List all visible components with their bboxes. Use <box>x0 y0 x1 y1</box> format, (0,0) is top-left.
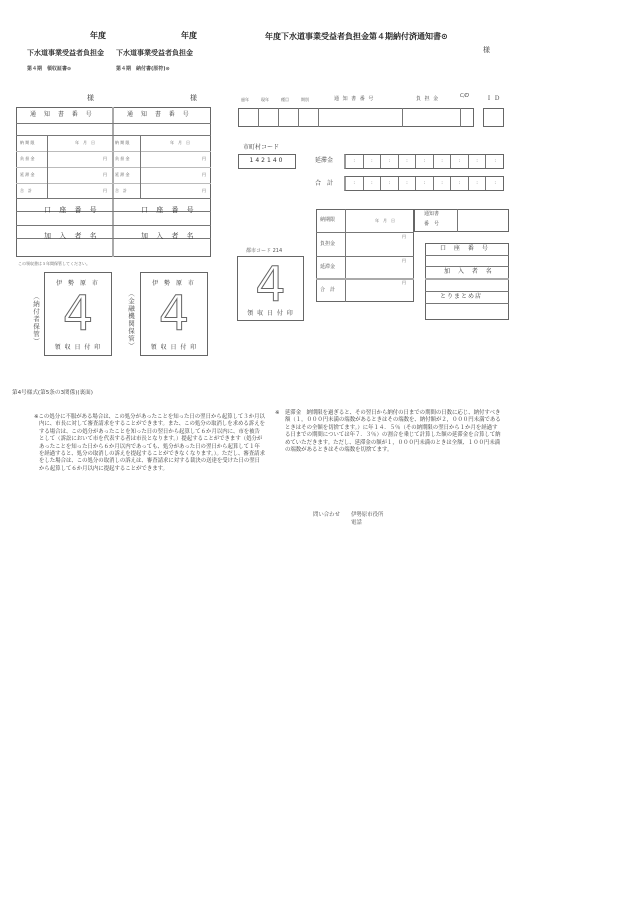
period-4-stamp-icon: 4 <box>158 286 190 342</box>
digit-cell[interactable]: : <box>451 177 469 190</box>
digit-cell[interactable]: : <box>469 177 487 190</box>
receipt-late-fee-label: 延 滞 金 <box>20 172 35 177</box>
id-field[interactable] <box>483 108 504 127</box>
payment-stamp-city: 伊 勢 原 市 <box>152 280 196 287</box>
receipt-total-unit: 円 <box>103 188 107 193</box>
municipality-code-label: 市町村コード <box>243 144 280 151</box>
notice-number-label-1: 通知書 <box>424 211 440 217</box>
late-fee-notice: ※ 延滞金 納期限を過ぎると、その翌日から納付の日までの期間の日数に応じ、納付すべき額（１，０００円未満の端数があるときはその端数を、納付額が２，０００円未満であるときはその全額を切捨てます。）に年１４．５％（その納期限の翌日から１か月を経過する日までの期間については年７．３％）の割合を乗じて計算した額の延滞金を合算して納めていただきます。ただし、延滞金の額が１，０００円未満のときは全額、１００円未満の端数があるときはその端数を切捨てます。 <box>275 410 501 454</box>
payment-due-date-value: 年 月 日 <box>170 140 190 145</box>
detail-charge-unit: 円 <box>402 234 406 239</box>
total-digit-row[interactable] <box>344 176 504 191</box>
payment-notice-number-field[interactable] <box>114 124 210 135</box>
notice-number-field[interactable] <box>458 210 508 231</box>
receipt-late-fee-unit: 円 <box>103 172 107 177</box>
total-digits-label: 合 計 <box>315 180 334 187</box>
payment-stamp-box <box>140 272 208 356</box>
period-circle-icon: ⊙ <box>441 32 448 41</box>
receipt-due-date-label: 納 期 限 <box>20 140 35 145</box>
receipt-side-label: （納付者保管） <box>32 293 40 346</box>
digit-cell[interactable]: : <box>399 155 417 168</box>
ocr-header-notice-number: 通 知 書 番 号 <box>334 96 375 102</box>
detail-due-date-value: 年 月 日 <box>375 218 395 223</box>
digit-cell[interactable]: : <box>346 155 364 168</box>
payment-total-unit: 円 <box>202 188 206 193</box>
payment-due-date-label: 納 期 限 <box>115 140 130 145</box>
digit-cell[interactable]: : <box>364 155 382 168</box>
detail-late-fee-label: 延滞金 <box>320 264 336 270</box>
notice-number-label-2: 番 号 <box>424 221 440 227</box>
digit-cell[interactable]: : <box>381 177 399 190</box>
payment-charge-label: 負 担 金 <box>115 156 130 161</box>
municipality-code-value: 142140 <box>249 157 285 164</box>
digit-cell[interactable]: : <box>416 177 434 190</box>
digit-cell[interactable]: : <box>346 177 364 190</box>
period-circle-icon: ⊙ <box>165 66 170 72</box>
detail-total-label: 合 計 <box>320 287 336 293</box>
digit-cell[interactable]: : <box>434 155 452 168</box>
digit-cell[interactable]: : <box>416 155 434 168</box>
detail-charge-label: 負担金 <box>320 241 336 247</box>
receipt-title: 下水道事業受益者負担金 <box>27 49 104 57</box>
contact-phone-label: 電話 <box>351 520 362 526</box>
period-circle-icon: ⊙ <box>67 66 72 72</box>
digit-cell[interactable]: : <box>434 177 452 190</box>
receipt-stamp-city: 伊 勢 原 市 <box>56 280 100 287</box>
payment-subscriber-name-header: 加 入 者 名 <box>141 232 197 240</box>
completion-stamp-caption: 領 収 日 付 印 <box>247 310 294 317</box>
digit-cell[interactable]: : <box>451 155 469 168</box>
payment-honorific: 様 <box>190 94 197 102</box>
payment-year-label: 年度 <box>181 31 197 40</box>
receipt-notice-number-field[interactable] <box>17 124 112 135</box>
period-4-stamp-icon: 4 <box>255 257 286 313</box>
subscriber-name-header: 加 入 者 名 <box>444 268 495 275</box>
digit-cell[interactable]: : <box>469 155 487 168</box>
payment-period-label: 第４期 納付書(原符)⊙ <box>116 66 170 72</box>
payment-title: 下水道事業受益者負担金 <box>116 49 193 57</box>
payment-late-fee-unit: 円 <box>202 172 206 177</box>
ocr-row <box>238 108 474 127</box>
digit-cell[interactable]: : <box>381 155 399 168</box>
receipt-year-label: 年度 <box>90 31 106 40</box>
payment-stamp-caption: 領 収 日 付 印 <box>150 344 198 351</box>
late-fee-digits-label: 延滞金 <box>315 157 334 164</box>
ocr-header-past-year: 過年 <box>241 97 249 102</box>
receipt-period-label: 第４期 領収証書⊙ <box>27 66 72 72</box>
completion-stamp-box <box>237 256 304 321</box>
receipt-stamp-box <box>44 272 112 356</box>
late-fee-digit-row[interactable] <box>344 154 504 169</box>
payment-total-label: 合 計 <box>115 188 127 193</box>
receipt-charge-unit: 円 <box>103 156 107 161</box>
detail-due-date-label: 納期限 <box>320 217 336 223</box>
detail-late-fee-unit: 円 <box>402 258 406 263</box>
retention-note: この領収書は５年間保管してください。 <box>18 261 90 266</box>
receipt-charge-label: 負 担 金 <box>20 156 35 161</box>
completion-notice-title: 年度下水道事業受益者負担金第４期納付済通知書⊙ <box>265 32 448 41</box>
detail-total-unit: 円 <box>402 280 406 285</box>
receipt-stamp-caption: 領 収 日 付 印 <box>54 344 102 351</box>
receipt-subscriber-name-header: 加 入 者 名 <box>44 232 100 240</box>
ocr-header-current-year: 現年 <box>261 97 269 102</box>
payment-notice-number-header: 通 知 書 番 号 <box>127 111 192 118</box>
completion-honorific: 様 <box>483 46 490 54</box>
contact-office: 伊勢原市役所 <box>351 512 384 518</box>
account-number-header: 口 座 番 号 <box>440 245 491 252</box>
ocr-header-period: 期別 <box>301 97 309 102</box>
municipality-code-box <box>238 154 296 169</box>
payment-side-label: （金融機関保管） <box>127 290 135 350</box>
digit-cell[interactable]: : <box>399 177 417 190</box>
receipt-account-number-header: 口 座 番 号 <box>44 206 100 214</box>
aggregator-header: とりまとめ店 <box>440 293 483 300</box>
payment-account-number-header: 口 座 番 号 <box>141 206 197 214</box>
contact-label: 問い合わせ <box>313 512 340 518</box>
ocr-header-id: ＩＤ <box>486 95 503 102</box>
payment-charge-unit: 円 <box>202 156 206 161</box>
receipt-honorific: 様 <box>87 94 94 102</box>
digit-cell[interactable]: : <box>364 177 382 190</box>
form-label: 第4号様式(第5条の3関係)(裏面) <box>12 390 93 396</box>
ocr-header-category: 種目 <box>281 97 289 102</box>
receipt-due-date-value: 年 月 日 <box>75 140 95 145</box>
receipt-notice-number-header: 通 知 書 番 号 <box>30 111 95 118</box>
ocr-header-charge: 負 担 金 <box>416 96 440 102</box>
receipt-total-label: 合 計 <box>20 188 32 193</box>
city-code-label: 都市コード 214 <box>246 248 283 254</box>
digit-cell[interactable]: : <box>494 180 497 186</box>
period-4-stamp-icon: 4 <box>62 286 94 342</box>
payment-late-fee-label: 延 滞 金 <box>115 172 130 177</box>
ocr-header-check-digit: C/D <box>460 93 470 99</box>
appeal-notice: ※この処分に不服がある場合は、この処分があったことを知った日の翌日から起算して３か月以内に、市長に対して審査請求をすることができます。また、この処分の取消しを求める訴えをする場合は、この処分があったことを知った日の翌日から起算して６か月以内に、市を被告として（訴訟において市を代表する者は市長となります。）提起することができます（処分があったことを知った日から６か月以内であっても、処分があった日の翌日から起算して１年を経過すると、処分の取消しの訴えを提起することができなくなります。）。ただし、審査請求をした場合は、この処分の取消しの訴えは、審査請求に対する裁決の送達を受けた日の翌日から起算して６か月以内に提起することができます。 <box>34 414 265 472</box>
digit-cell[interactable]: : <box>494 158 497 164</box>
